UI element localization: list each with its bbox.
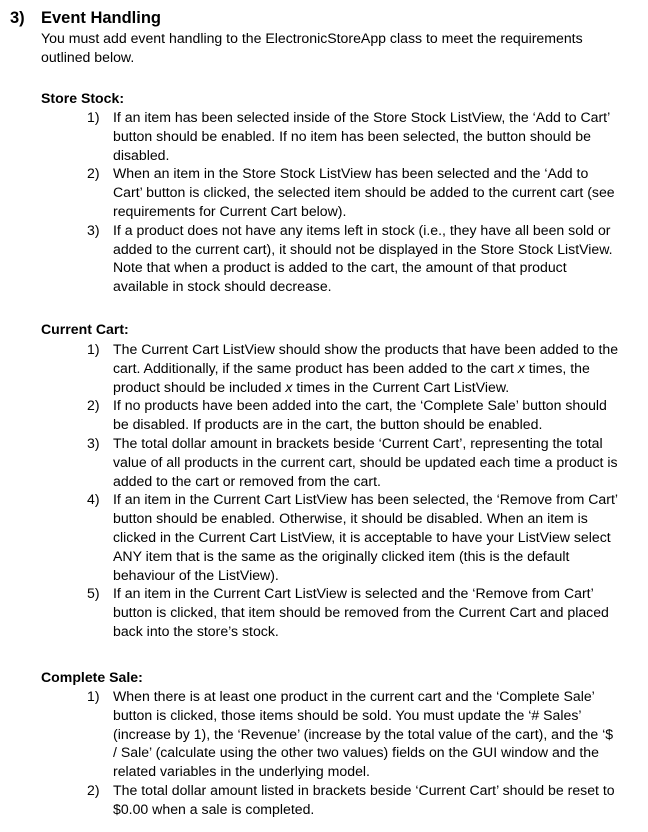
item-text-part: The Current Cart ListView should show the products that have been added to the cart. Additionally, if the same product has been added to the cart <box>113 341 619 376</box>
item-text-part: times, the product should be included <box>113 359 590 395</box>
item-text-italic: x <box>285 378 293 395</box>
store-stock-heading: Store Stock: <box>41 90 125 106</box>
item-text: If an item has been selected inside of the Store Stock ListView, the ‘Add to Cart’ button should be enabled. If no item has been selected, the button should be disabled. <box>113 109 610 163</box>
item-number: 5) <box>87 585 100 602</box>
current-cart-heading: Current Cart: <box>41 321 129 337</box>
item-number: 3) <box>87 434 100 451</box>
item-number: 1) <box>87 341 100 357</box>
item-text: When there is at least one product in the current cart and the ‘Complete Sale’ button is clicked, those items should be sold. You must update the ‘# Sales’ (increase by 1), the ‘Revenue’ (increase by the total value of the cart), and the ‘$ / Sale’ (calculate using the other two values) fields on the GUI window and the related variables in the underlying model. <box>113 688 614 780</box>
item-text: The total dollar amount listed in brackets beside ‘Current Cart’ should be reset to $0.00 when a sale is completed. <box>113 781 615 817</box>
complete-sale-item <box>0 781 620 819</box>
item-number: 2) <box>87 165 100 182</box>
current-cart-list <box>0 340 620 641</box>
store-stock-item <box>0 164 620 220</box>
store-stock-item <box>0 108 620 164</box>
section-intro: You must add event handling to the ElectronicStoreApp class to meet the requirements outlined below. <box>41 30 583 65</box>
current-cart-item <box>0 396 620 434</box>
item-number: 2) <box>87 781 100 798</box>
section-number: 3) <box>10 9 25 27</box>
current-cart-item <box>0 584 620 640</box>
item-number: 3) <box>87 221 100 238</box>
current-cart-item <box>0 340 620 396</box>
item-text: When an item in the Store Stock ListView has been selected and the ‘Add to Cart’ button is clicked, the selected item should be added to the current cart (see requirements for Current Cart below). <box>113 165 615 219</box>
current-cart-item <box>0 490 620 584</box>
item-number: 2) <box>87 397 100 414</box>
item-number: 1) <box>87 109 100 125</box>
item-text: If an item in the Current Cart ListView has been selected, the ‘Remove from Cart’ button should be enabled. Otherwise, it should be disabled. When an item is clicked in the Current Cart ListView, it is acceptable to have your ListView select ANY item that is the same as the originally clicked item (this is the default behaviour of the ListView). <box>113 491 618 583</box>
item-text-italic: x <box>517 359 525 376</box>
item-text-part: times in the Current Cart ListView. <box>292 378 510 395</box>
section-heading <box>10 9 161 28</box>
item-text: The total dollar amount in brackets beside ‘Current Cart’, representing the total value of all products in the current cart, should be updated each time a product is added to the cart or removed from the cart. <box>113 434 618 489</box>
store-stock-list <box>0 108 620 296</box>
complete-sale-heading: Complete Sale: <box>41 669 143 685</box>
item-text: If a product does not have any items left in stock (i.e., they have all been sold or added to the current cart), it should not be displayed in the Store Stock ListView. Note that when a product is added to the cart, the amount of that product available in stock should decrease. <box>113 221 613 295</box>
item-number: 4) <box>87 491 100 508</box>
item-text: If no products have been added into the cart, the ‘Complete Sale’ button should be disabled. If products are in the cart, the button should be enabled. <box>113 397 607 433</box>
item-text: If an item in the Current Cart ListView is selected and the ‘Remove from Cart’ button is clicked, that item should be removed from the Current Cart and placed back into the store’s stock. <box>113 585 609 639</box>
current-cart-item <box>0 434 620 490</box>
store-stock-item <box>0 221 620 296</box>
complete-sale-list <box>0 687 620 819</box>
section-title: Event Handling <box>41 9 161 27</box>
complete-sale-item <box>0 687 620 781</box>
item-number: 1) <box>87 688 100 704</box>
